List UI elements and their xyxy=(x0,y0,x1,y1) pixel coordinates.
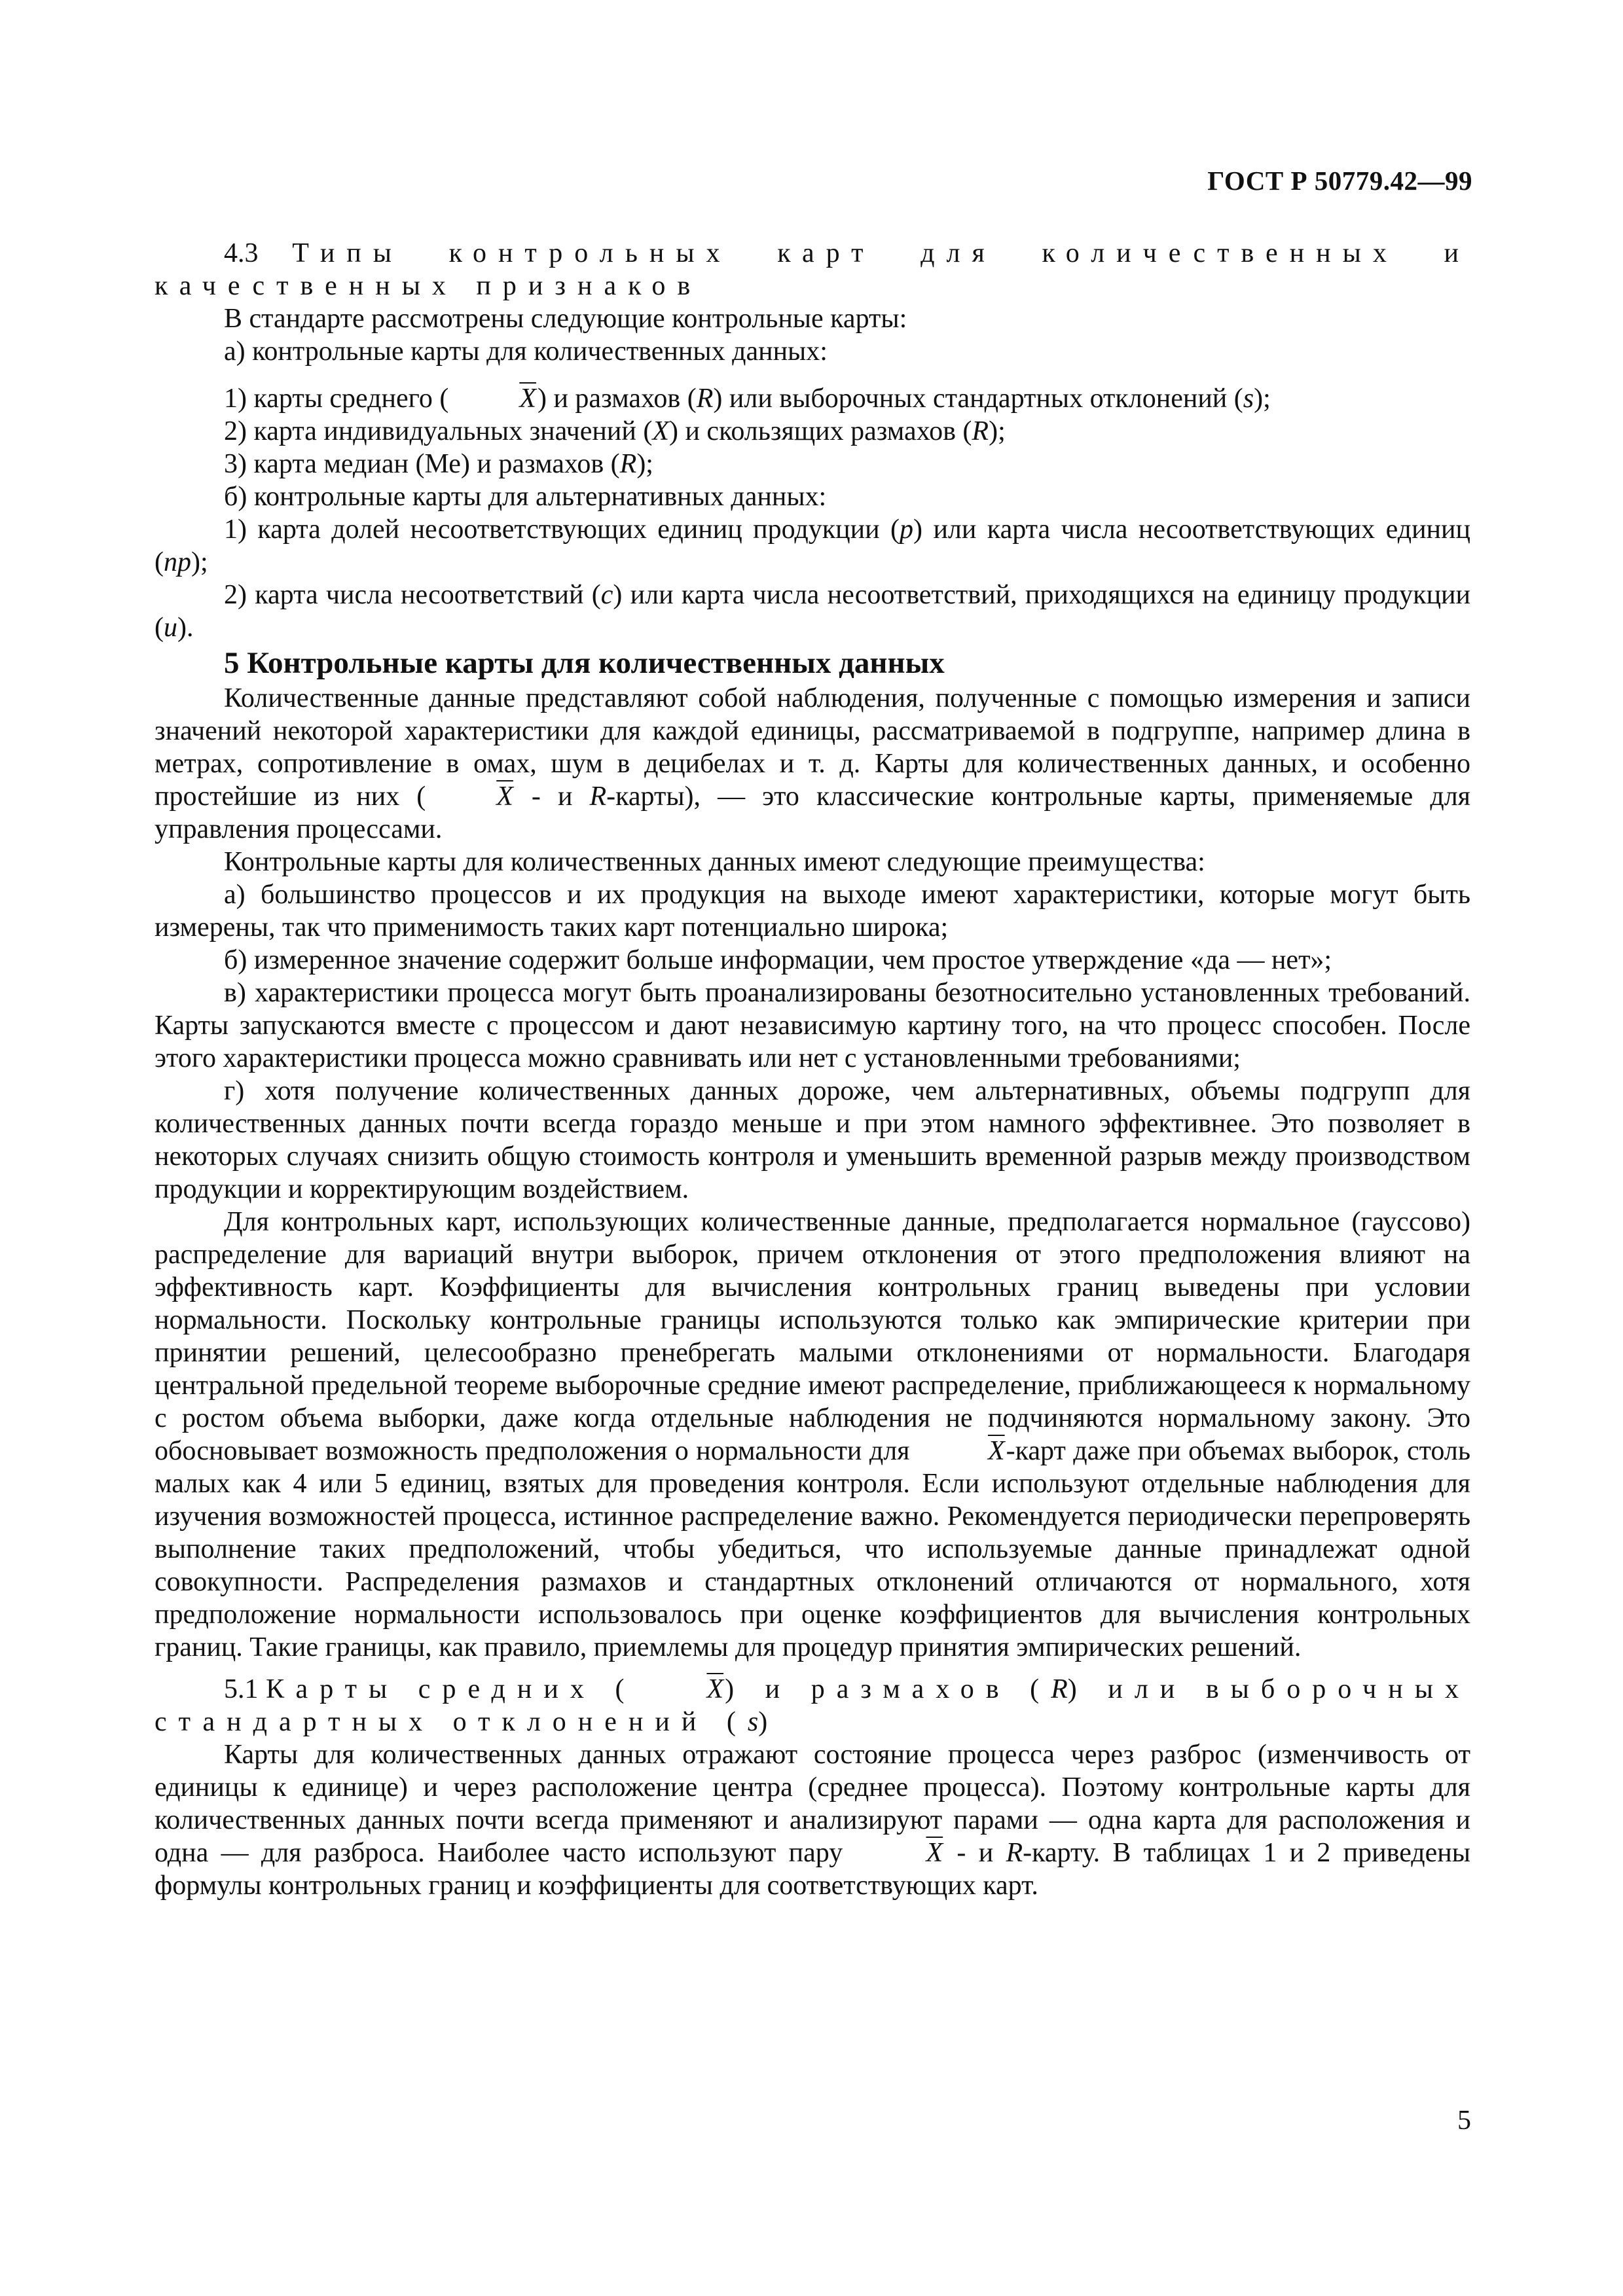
section-5-paragraph-3: Для контрольных карт, использующих количественные данные, предполагается нормальное (гауссово) распределение для вариаций внутри выборок, причем отклонения от этого предположения влияют на эффективность карт. Коэффициенты для вычисления контрольных границ выведены при условии нормальности. Поскольку контрольные границы используются только как эмпирические критерии при принятии решений, целесообразно пренебрегать малыми отклонениями от нормальности. Благодаря центральной предельной теореме выборочные средние имеют распределение, приближающееся к нормальному с ростом объема выборки, даже когда отдельные наблюдения не подчиняются нормальному закону. Это обосновывает возможность предположения о нормальности для $\overline{X}$-карт даже при объемах выборок, столь малых как 4 или 5 единиц, взятых для проведения контроля. Если используют отдельные наблюдения для изучения возможностей процесса, истинное распределение важно. Рекомендуется периодически перепроверять выполнение таких предположений, чтобы убедиться, что используемые данные принадлежат одной совокупности. Распределения размахов и стандартных отклонений отличаются от нормального, хотя предположение нормальности использовалось при оценке коэффициентов для вычисления контрольных границ. Такие границы, как правило, приемлемы для процедур принятия эмпирических решений. xyxy=(155,1207,1470,1662)
xbar-symbol: $\overline{X}$ xyxy=(987,1436,1005,1466)
list-a-item-3: 3) карта медиан (Ме) и размахов (R); xyxy=(224,449,653,479)
section-5-paragraph-2: Контрольные карты для количественных данных имеют следующие преимущества: xyxy=(224,847,1205,877)
section-4-3-title: Типы контрольных карт для количественных и качественных признаков xyxy=(155,238,1471,301)
section-5-1-number: 5.1 xyxy=(224,1674,259,1704)
section-4-3-intro: В стандарте рассмотрены следующие контрольные карты: xyxy=(224,304,907,334)
list-b-label: б) контрольные карты для альтернативных данных: xyxy=(224,482,827,512)
list-b-item-1: 1) карта долей несоответствующих единиц продукции (p) или карта числа несоответствующих единиц (np); xyxy=(155,514,1470,577)
advantage-d: г) хотя получение количественных данных дороже, чем альтернативных, объемы подгрупп для количественных данных почти всегда гораздо меньше и при этом намного эффективнее. Это позволяет в некоторых случаях снизить общую стоимость контроля и уменьшить временной разрыв между производством продукции и корректирующим воздействием. xyxy=(155,1076,1470,1204)
section-5-1-heading xyxy=(155,1673,1470,1738)
xbar-symbol: $\overline{X}$ xyxy=(926,1838,943,1868)
section-4-3-number: 4.3 xyxy=(224,238,259,268)
standard-code-header: ГОСТ Р 50779.42—99 xyxy=(1207,166,1472,196)
list-a-item-1: 1) карты среднего ( $\overline{X}$) и размахов (R) или выборочных стандартных отклонений (s); xyxy=(224,384,1271,414)
advantage-a: а) большинство процессов и их продукция на выходе имеют характеристики, которые могут быть измерены, так что применимость таких карт потенциально широка; xyxy=(155,880,1470,942)
page-number: 5 xyxy=(1457,2106,1471,2136)
xbar-symbol: $\overline{X}$ xyxy=(519,384,536,414)
section-5-paragraph-1: Количественные данные представляют собой наблюдения, полученные с помощью измерения и записи значений некоторой характеристики для каждой единицы, рассматриваемой в подгруппе, например длина в метрах, сопротивление в омах, шум в децибелах и т. д. Карты для количественных данных, и особенно простейшие из них ( $\overline{X}$ - и R-карты), — это классические контрольные карты, применяемые для управления процессами. xyxy=(155,683,1471,844)
section-4-3-heading xyxy=(155,237,1470,302)
xbar-symbol: $\overline{X}$ xyxy=(706,1674,724,1704)
section-5-heading: 5 Контрольные карты для количественных данных xyxy=(224,646,945,680)
advantage-c: в) характеристики процесса могут быть проанализированы безотносительно установленных требований. Карты запускаются вместе с процессом и дают независимую картину того, на что процесс способен. После этого характеристики процесса можно сравнивать или нет с установленными требованиями; xyxy=(155,978,1470,1073)
section-5-1-title: Карты средних ( $\overline{X}$) и размахов (R) или выборочных стандартных отклонений (s) xyxy=(155,1674,1470,1737)
advantage-b: б) измеренное значение содержит больше информации, чем простое утверждение «да — нет»; xyxy=(224,945,1332,975)
page-content xyxy=(155,237,1470,1902)
list-a-label: а) контрольные карты для количественных данных: xyxy=(224,336,828,367)
list-a-item-2: 2) карта индивидуальных значений (X) и скользящих размахов (R); xyxy=(224,416,1006,446)
xbar-symbol: $\overline{X}$ xyxy=(496,781,513,812)
list-b-item-2: 2) карта числа несоответствий (c) или карта числа несоответствий, приходящихся на единицу продукции (u). xyxy=(155,580,1470,643)
section-5-1-paragraph-1: Карты для количественных данных отражают состояние процесса через разброс (изменчивость от единицы к единице) и через расположение центра (среднее процесса). Поэтому контрольные карты для количественных данных почти всегда применяют и анализируют парами — одна карта для расположения и одна — для разброса. Наиболее часто используют пару $\overline{X}$ - и R-карту. В таблицах 1 и 2 приведены формулы контрольных границ и коэффициенты для соответствующих карт. xyxy=(155,1740,1470,1901)
